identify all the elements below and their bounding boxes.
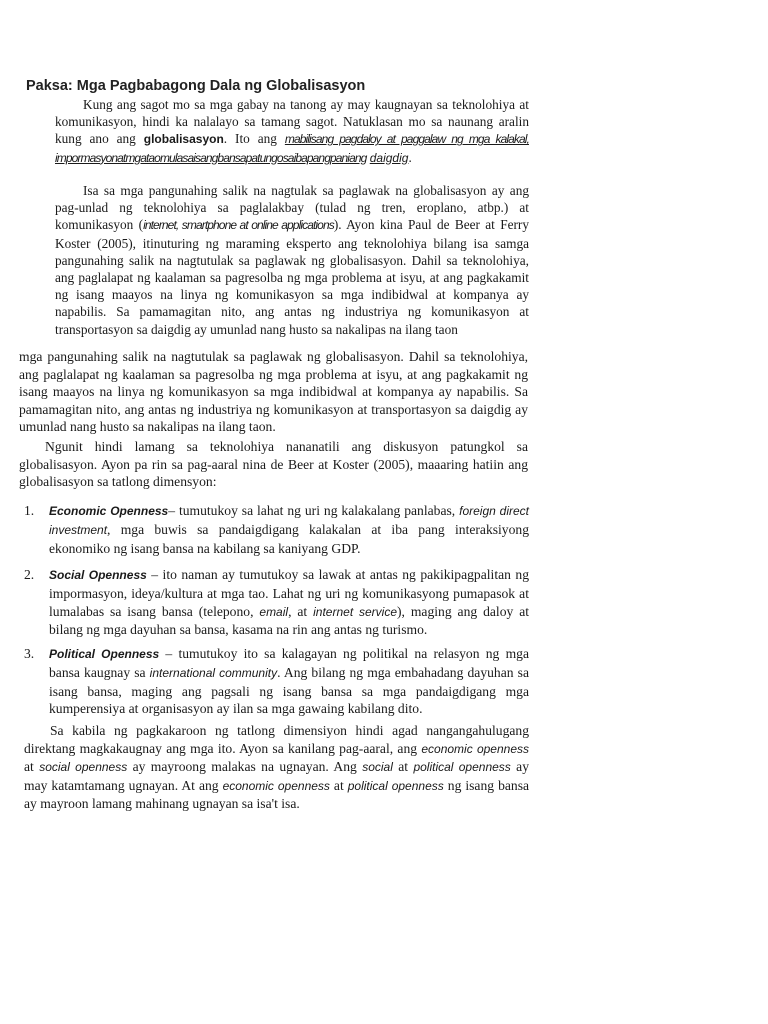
conclusion-term-3: social: [362, 760, 393, 775]
intro-text: Kung ang sagot mo sa mga gabay na tanong ay may kaugnayan sa teknolohiya at komunikasyon, hindi ka nalalayo sa tamang sagot. Natuklasan mo sa naunang aralin kung ano ang: [55, 97, 529, 147]
conclusion-term-4: political openness: [413, 760, 511, 775]
technology-text-2: ). Ayon kina Paul de Beer at Ferry Koster (2005), itinuturing ng maraming eksperto ang teknolohiya bilang isa samga pangunahing salik na nagtutulak sa paglawak ng globalisasyon. Dahil sa teknolohiya, ang paglalapat ng kaalaman sa pagresolba ng mga problema at isyu, at ang pagkakamit ng isang maayos na linya ng komunikasyon sa mga indibidwal at kompanya ay napabilis. Sa pamamagitan nito, ang antas ng industriya ng komunikasyon at transportasyon sa daigdig ay umunlad nang husto sa nakalipas na ilang taon: [55, 217, 529, 337]
term-economic-openness: Economic Openness: [49, 504, 169, 518]
conclusion-text-6: at: [329, 777, 348, 793]
economic-text: – tumutukoy sa lahat ng uri ng kalakalang panlabas,: [168, 503, 460, 518]
dimensions-intro-text: Ngunit hindi lamang sa teknolohiya nananatili ang diskusyon patungkol sa globalisasyon. Ayon pa rin sa pag-aaral nina de Beer at Koster (2005), maaaring hatiin ang globalisasyon sa tatlong dimensyon:: [19, 439, 528, 490]
technology-examples: internet, smartphone at online applications: [143, 218, 334, 233]
social-text: – ito naman ay tumutukoy sa lawak at antas ng pakikipagpalitan ng impormasyon, ideya/kultura at mga tao. Lahat ng uri ng komunikasyong pumapasok at lumalabas sa isang bansa (telepono,: [49, 567, 530, 619]
conclusion-term-5: economic openness: [222, 778, 330, 793]
political-text: – tumutukoy ito sa kalagayan ng politikal na relasyon ng mga bansa kaugnay sa: [49, 646, 529, 680]
definition-link[interactable]: mabilisang pagdaloy at paggalaw ng mga kalakal, impormasyonatmgataomulasaisangbansapatungosaibapangpaniang: [55, 132, 529, 165]
intro-end: .: [408, 149, 412, 165]
list-item-economic: [24, 502, 529, 557]
intro-text-2: . Ito ang: [223, 131, 285, 147]
intro-paragraph: [55, 96, 529, 167]
political-text-2: . Ang bilang ng mga embahadang dayuhan sa isang bansa, maging ang pagsali ng isang bansa sa mga pandaigdigang mga kumperensiya at organisasyon ay ilan sa mga gawaing kabilang dito.: [49, 664, 529, 717]
repeated-paragraph: mga pangunahing salik na nagtutulak sa paglawak ng globalisasyon. Dahil sa teknolohiya, ang paglalapat ng kaalaman sa pagresolba ng mga problema at isyu, at ang pagkakamit ng isang maayos na linya ng komunikasyon sa mga indibidwal at kompanya ay napabilis. Sa pamamagitan nito, ang antas ng industriya ng komunikasyon at transportasyon sa daigdig ay umunlad nang husto sa nakalipas na ilang taon.: [19, 349, 528, 435]
technology-text: Isa sa mga pangunahing salik na nagtulak sa paglawak na globalisasyon ay ang pag-unlad ng teknolohiya sa paglalakbay (tulad ng tren, eroplano, atbp.) at komunikasyon (: [55, 183, 529, 233]
conclusion-text-2: at: [24, 759, 40, 775]
political-italic: international community: [149, 665, 278, 680]
dimensions-intro-paragraph: [19, 438, 528, 491]
technology-paragraph: [55, 182, 529, 338]
social-text-3: ), maging ang daloy at bilang ng mga dayuhan sa bansa, kasama na rin ang antas ng turismo.: [49, 603, 530, 638]
page-title: Paksa: Mga Pagbabagong Dala ng Globalisasyon: [26, 78, 366, 94]
list-number: 3.: [24, 646, 35, 661]
economic-text-2: , mga buwis sa pandaigdigang kalakalan at iba pang interaksiyong ekonomiko ng isang bansa na kabilang sa kaniyang GDP.: [49, 521, 529, 556]
term-political-openness: Political Openness: [49, 647, 160, 661]
conclusion-paragraph: [24, 722, 529, 813]
conclusion-term-1: economic openness: [421, 741, 529, 756]
conclusion-text: Sa kabila ng pagkakaroon ng tatlong dimensiyon hindi agad nangangahulugang direktang magkakaugnay ang mga ito. Ayon sa kanilang pag-aaral, ang: [24, 723, 529, 756]
conclusion-term-6: political openness: [347, 778, 444, 793]
conclusion-text-4: at: [392, 759, 414, 775]
list-item-social: [24, 566, 529, 639]
intro-keyword: globalisasyon: [143, 132, 224, 147]
social-italic-email: email: [259, 604, 289, 619]
list-item-political: [24, 645, 529, 718]
conclusion-text-3: ay mayroong malakas na ugnayan. Ang: [127, 759, 363, 775]
list-number: 1.: [24, 503, 35, 518]
conclusion-text-5: ay may katamtamang ugnayan. At ang: [24, 759, 530, 793]
conclusion-term-2: social openness: [39, 760, 128, 775]
list-number: 2.: [24, 567, 35, 582]
conclusion-text-7: ng isang bansa ay mayroon lamang mahinang ugnayan sa isa't isa.: [24, 777, 530, 812]
social-italic-internet: internet service: [313, 604, 398, 619]
definition-link-2[interactable]: daigdig: [369, 150, 409, 165]
economic-italic: foreign direct investment: [49, 504, 530, 537]
term-social-openness: Social Openness: [49, 568, 147, 582]
social-text-2: , at: [288, 603, 314, 619]
